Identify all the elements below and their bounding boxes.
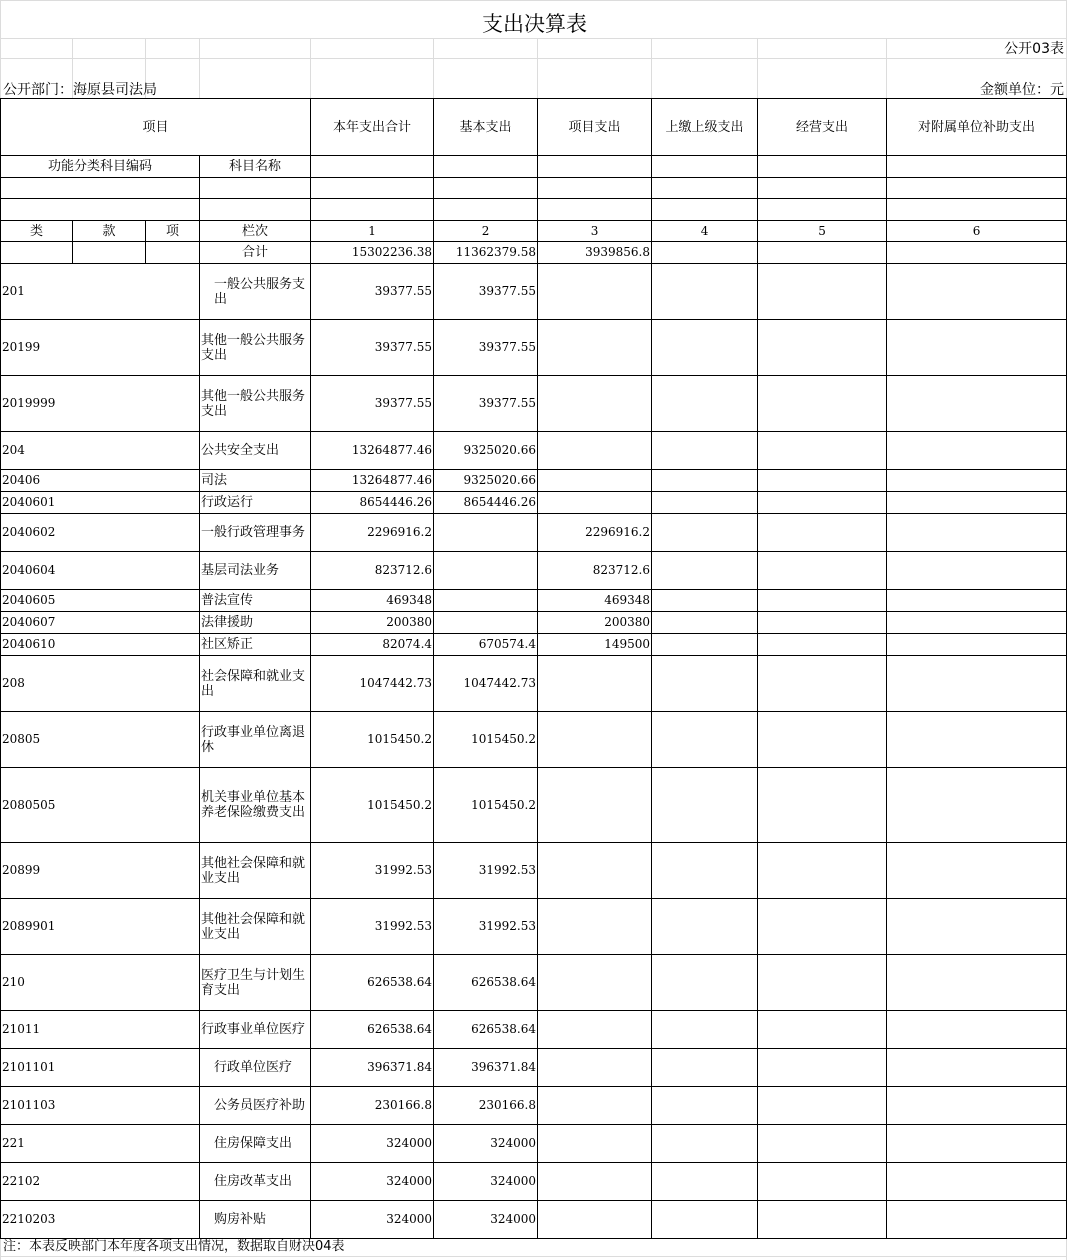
subject-name: 机关事业单位基本养老保险缴费支出 [200,768,311,843]
amount-project [538,264,652,320]
table-row [1,1049,1067,1087]
empty-cell [311,156,434,178]
amount-project [538,712,652,768]
table-row [1,590,1067,612]
empty-cell [652,199,758,221]
amount-upper [652,768,758,843]
amount-subsidiary [887,1087,1067,1125]
amount-subsidiary [887,634,1067,656]
department-label: 公开部门：海原县司法局 [3,82,157,98]
amount-total: 324000 [311,1125,434,1163]
empty-cell [758,199,887,221]
amount-total: 626538.64 [311,1011,434,1049]
subject-name: 一般公共服务支出 [200,264,311,320]
amount-basic [434,514,538,552]
header-total: 本年支出合计 [311,99,434,156]
amount-project [538,1049,652,1087]
empty-cell [758,242,887,264]
unit-label: 金额单位：元 [980,82,1064,98]
subject-code: 2040602 [1,514,200,552]
subject-name: 其他社会保障和就业支出 [200,843,311,899]
subject-code: 2210203 [1,1201,200,1239]
amount-upper [652,1163,758,1201]
amount-total: 1047442.73 [311,656,434,712]
subject-name: 其他一般公共服务支出 [200,376,311,432]
form-code: 公开03表 [1004,41,1064,57]
amount-subsidiary [887,432,1067,470]
table-row [1,1011,1067,1049]
header-business: 经营支出 [758,99,887,156]
subject-name: 其他一般公共服务支出 [200,320,311,376]
table-row [1,1087,1067,1125]
header-lei: 类 [1,221,73,242]
subject-code: 2040604 [1,552,200,590]
table-row [1,955,1067,1011]
amount-total: 823712.6 [311,552,434,590]
amount-project: 469348 [538,590,652,612]
empty-cell [652,242,758,264]
empty-cell [200,178,311,199]
table-row [1,634,1067,656]
amount-total: 324000 [311,1201,434,1239]
amount-upper [652,843,758,899]
column-number: 6 [887,221,1067,242]
empty-cell [887,199,1067,221]
amount-project [538,1125,652,1163]
header-func-code: 功能分类科目编码 [1,156,200,178]
subject-name: 基层司法业务 [200,552,311,590]
empty-cell [758,178,887,199]
subject-code: 2101101 [1,1049,200,1087]
amount-project [538,320,652,376]
subject-code: 21011 [1,1011,200,1049]
header-subsidiary: 对附属单位补助支出 [887,99,1067,156]
amount-project [538,1087,652,1125]
subject-name: 公共安全支出 [200,432,311,470]
amount-subsidiary [887,590,1067,612]
amount-basic: 626538.64 [434,955,538,1011]
gridline [651,38,652,98]
amount-business [758,1163,887,1201]
table-row [1,376,1067,432]
table-row [1,712,1067,768]
subject-name: 社区矫正 [200,634,311,656]
empty-cell [652,178,758,199]
amount-upper [652,320,758,376]
amount-basic: 324000 [434,1163,538,1201]
amount-subsidiary [887,656,1067,712]
amount-upper [652,514,758,552]
amount-upper [652,432,758,470]
subject-code: 2040610 [1,634,200,656]
amount-upper [652,955,758,1011]
blank-row [1,199,1067,221]
amount-total: 39377.55 [311,320,434,376]
subject-code: 2040601 [1,492,200,514]
total-label: 合计 [200,242,311,264]
amount-subsidiary [887,1049,1067,1087]
table-row [1,470,1067,492]
amount-upper [652,1125,758,1163]
amount-business [758,590,887,612]
amount-subsidiary [887,376,1067,432]
amount-total: 31992.53 [311,843,434,899]
amount-basic: 8654446.26 [434,492,538,514]
amount-total: 1015450.2 [311,712,434,768]
subject-code: 2080505 [1,768,200,843]
amount-business [758,1201,887,1239]
amount-total: 230166.8 [311,1087,434,1125]
amount-business [758,376,887,432]
amount-business [758,470,887,492]
amount-subsidiary [887,1163,1067,1201]
amount-business [758,955,887,1011]
amount-total: 469348 [311,590,434,612]
amount-business [758,634,887,656]
subheader-row [1,156,1067,178]
amount-project: 200380 [538,612,652,634]
total-project: 3939856.8 [538,242,652,264]
amount-upper [652,492,758,514]
footnote: 注：本表反映部门本年度各项支出情况，数据取自财决04表 [3,1239,345,1254]
empty-cell [887,156,1067,178]
amount-basic: 670574.4 [434,634,538,656]
amount-basic: 39377.55 [434,264,538,320]
amount-total: 396371.84 [311,1049,434,1087]
amount-business [758,514,887,552]
subject-name: 法律援助 [200,612,311,634]
gridline [0,0,1067,1]
subject-code: 2040605 [1,590,200,612]
amount-subsidiary [887,712,1067,768]
amount-upper [652,376,758,432]
amount-subsidiary [887,514,1067,552]
amount-basic: 39377.55 [434,320,538,376]
amount-upper [652,1201,758,1239]
empty-cell [434,199,538,221]
amount-business [758,432,887,470]
amount-business [758,320,887,376]
amount-upper [652,612,758,634]
amount-basic: 9325020.66 [434,432,538,470]
subject-code: 201 [1,264,200,320]
subject-code: 20805 [1,712,200,768]
amount-business [758,656,887,712]
amount-total: 8654446.26 [311,492,434,514]
amount-project [538,1011,652,1049]
amount-project [538,656,652,712]
amount-business [758,1011,887,1049]
header-row [1,99,1067,156]
amount-business [758,712,887,768]
header-item: 项目 [1,99,311,156]
amount-basic: 324000 [434,1201,538,1239]
empty-cell [1,199,200,221]
amount-subsidiary [887,1201,1067,1239]
amount-project [538,376,652,432]
amount-business [758,768,887,843]
amount-project [538,1163,652,1201]
amount-subsidiary [887,1125,1067,1163]
subject-code: 2019999 [1,376,200,432]
gridline [0,1256,1067,1257]
amount-upper [652,1087,758,1125]
amount-project [538,899,652,955]
subject-name: 医疗卫生与计划生育支出 [200,955,311,1011]
expenditure-table [0,98,1067,1239]
empty-cell [1,178,200,199]
amount-subsidiary [887,470,1067,492]
subject-name: 行政运行 [200,492,311,514]
amount-upper [652,264,758,320]
total-row [1,242,1067,264]
table-row [1,264,1067,320]
subject-name: 购房补贴 [200,1201,311,1239]
subject-code: 2101103 [1,1087,200,1125]
gridline [886,38,887,98]
table-row [1,492,1067,514]
empty-cell [652,156,758,178]
subject-code: 221 [1,1125,200,1163]
amount-project [538,470,652,492]
amount-project [538,432,652,470]
table-row [1,899,1067,955]
gridline [757,38,758,98]
subject-code: 2089901 [1,899,200,955]
subject-name: 其他社会保障和就业支出 [200,899,311,955]
amount-total: 324000 [311,1163,434,1201]
amount-subsidiary [887,492,1067,514]
empty-cell [311,178,434,199]
amount-subsidiary [887,768,1067,843]
amount-project [538,1201,652,1239]
amount-upper [652,899,758,955]
subject-name: 公务员医疗补助 [200,1087,311,1125]
amount-total: 13264877.46 [311,432,434,470]
table-row [1,552,1067,590]
amount-business [758,1087,887,1125]
amount-upper [652,656,758,712]
empty-cell [311,199,434,221]
amount-upper [652,590,758,612]
subject-code: 20406 [1,470,200,492]
subject-code: 20899 [1,843,200,899]
empty-cell [434,178,538,199]
amount-project: 2296916.2 [538,514,652,552]
header-xiang: 项 [146,221,200,242]
subject-name: 一般行政管理事务 [200,514,311,552]
amount-subsidiary [887,552,1067,590]
gridline [199,38,200,98]
amount-business [758,1049,887,1087]
header-subject-name: 科目名称 [200,156,311,178]
amount-subsidiary [887,612,1067,634]
amount-project [538,843,652,899]
subject-name: 普法宣传 [200,590,311,612]
table-row [1,612,1067,634]
subject-name: 行政事业单位离退休 [200,712,311,768]
subject-name: 住房改革支出 [200,1163,311,1201]
table-row [1,320,1067,376]
column-number: 1 [311,221,434,242]
subject-code: 210 [1,955,200,1011]
column-number: 3 [538,221,652,242]
amount-project [538,768,652,843]
column-number: 2 [434,221,538,242]
amount-total: 13264877.46 [311,470,434,492]
amount-business [758,552,887,590]
subject-name: 司法 [200,470,311,492]
amount-subsidiary [887,264,1067,320]
table-row [1,514,1067,552]
amount-subsidiary [887,320,1067,376]
amount-total: 1015450.2 [311,768,434,843]
amount-basic: 1015450.2 [434,712,538,768]
amount-total: 82074.4 [311,634,434,656]
amount-project [538,492,652,514]
empty-cell [73,242,146,264]
amount-basic: 1015450.2 [434,768,538,843]
amount-subsidiary [887,1011,1067,1049]
amount-business [758,1125,887,1163]
amount-basic: 324000 [434,1125,538,1163]
subject-code: 22102 [1,1163,200,1201]
amount-subsidiary [887,899,1067,955]
page-title: 支出决算表 [482,12,587,36]
header-project: 项目支出 [538,99,652,156]
empty-cell [538,156,652,178]
amount-total: 2296916.2 [311,514,434,552]
gridline [433,38,434,98]
subject-name: 社会保障和就业支出 [200,656,311,712]
empty-cell [538,199,652,221]
table-row [1,843,1067,899]
subject-name: 行政单位医疗 [200,1049,311,1087]
empty-cell [434,156,538,178]
amount-basic: 31992.53 [434,843,538,899]
amount-project [538,955,652,1011]
header-upper: 上缴上级支出 [652,99,758,156]
header-basic: 基本支出 [434,99,538,156]
column-number: 5 [758,221,887,242]
table-row [1,1125,1067,1163]
amount-project: 149500 [538,634,652,656]
gridline [310,38,311,98]
amount-total: 626538.64 [311,955,434,1011]
amount-basic [434,612,538,634]
table-row [1,1201,1067,1239]
amount-basic: 230166.8 [434,1087,538,1125]
amount-business [758,612,887,634]
amount-basic: 1047442.73 [434,656,538,712]
gridline [0,38,1067,39]
gridline [537,38,538,98]
amount-project: 823712.6 [538,552,652,590]
amount-total: 39377.55 [311,264,434,320]
amount-upper [652,552,758,590]
total-basic: 11362379.58 [434,242,538,264]
empty-cell [758,156,887,178]
subject-code: 208 [1,656,200,712]
empty-cell [200,199,311,221]
amount-upper [652,470,758,492]
amount-subsidiary [887,955,1067,1011]
table-row [1,656,1067,712]
table-row [1,432,1067,470]
amount-business [758,899,887,955]
amount-subsidiary [887,843,1067,899]
amount-basic: 31992.53 [434,899,538,955]
amount-basic: 626538.64 [434,1011,538,1049]
column-number: 4 [652,221,758,242]
amount-total: 200380 [311,612,434,634]
subject-name: 住房保障支出 [200,1125,311,1163]
subject-code: 2040607 [1,612,200,634]
amount-business [758,492,887,514]
amount-upper [652,634,758,656]
amount-basic [434,590,538,612]
empty-cell [1,242,73,264]
amount-total: 39377.55 [311,376,434,432]
amount-basic: 39377.55 [434,376,538,432]
amount-upper [652,1049,758,1087]
subject-code: 204 [1,432,200,470]
table-row [1,1163,1067,1201]
amount-basic: 9325020.66 [434,470,538,492]
amount-upper [652,712,758,768]
amount-total: 31992.53 [311,899,434,955]
amount-business [758,843,887,899]
amount-business [758,264,887,320]
amount-basic: 396371.84 [434,1049,538,1087]
table-row [1,768,1067,843]
empty-cell [146,242,200,264]
empty-cell [887,242,1067,264]
header-kuan: 款 [73,221,146,242]
empty-cell [538,178,652,199]
subject-code: 20199 [1,320,200,376]
header-column-no: 栏次 [200,221,311,242]
empty-cell [887,178,1067,199]
gridline [0,58,1067,59]
subject-name: 行政事业单位医疗 [200,1011,311,1049]
amount-basic [434,552,538,590]
blank-row [1,178,1067,199]
total-amount: 15302236.38 [311,242,434,264]
column-number-row [1,221,1067,242]
amount-upper [652,1011,758,1049]
